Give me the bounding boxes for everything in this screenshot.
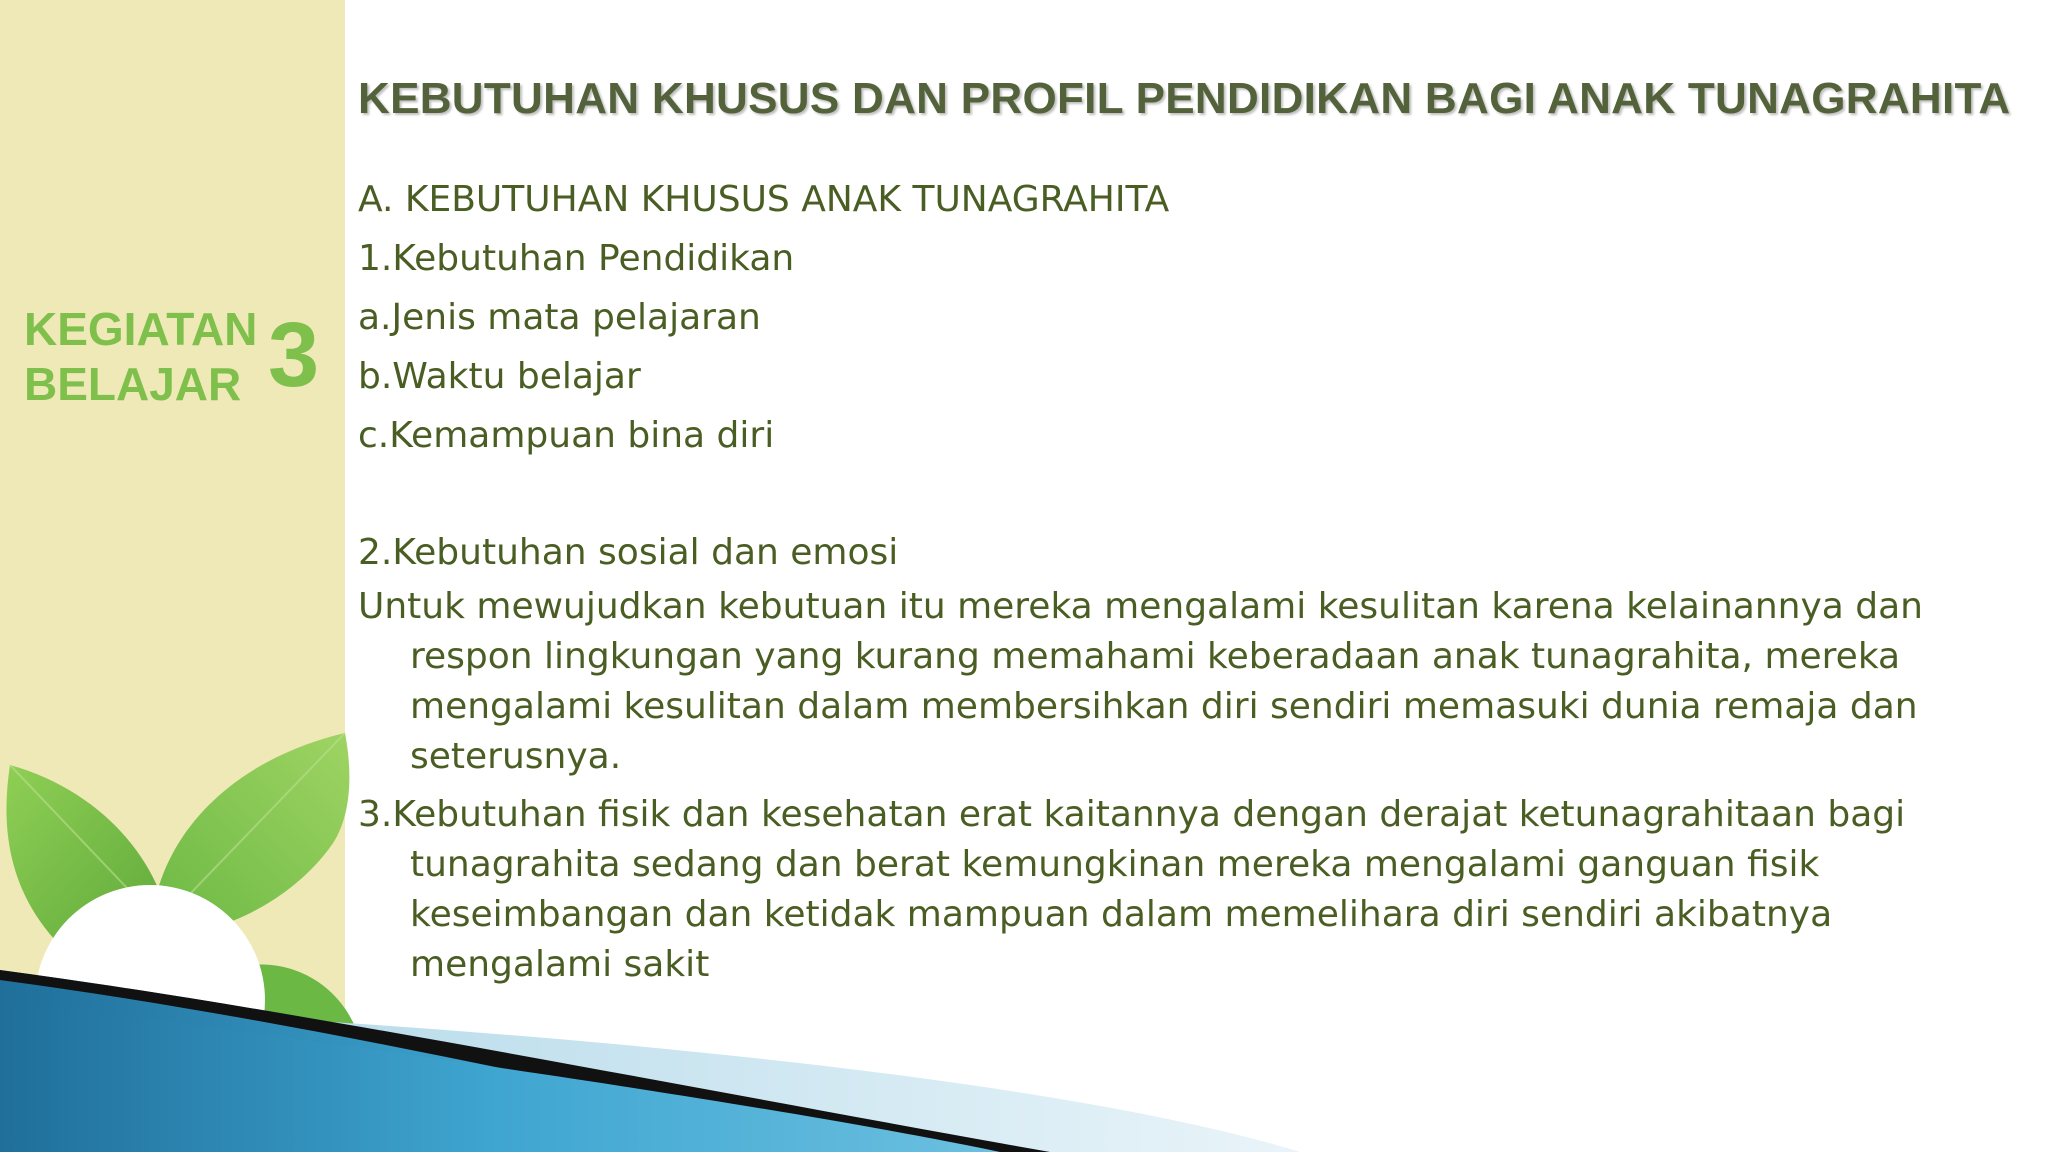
item-2-paragraph: Untuk mewujudkan kebutuan itu mereka mengalami kesulitan karena kelainannya dan respon lingkungan yang kurang memahami keberadaan anak tunagrahita, mereka mengalami kesulitan dalam membersihkan diri sendiri memasuki dunia remaja dan seterusnya. (358, 586, 1923, 777)
item-1: 1.Kebutuhan Pendidikan (358, 238, 795, 279)
section-label (24, 302, 257, 412)
item-2: 2.Kebutuhan sosial dan emosi (358, 532, 899, 573)
item-3-paragraph: 3.Kebutuhan fisik dan kesehatan erat kaitannya dengan derajat ketunagrahitaan bagi tunagrahita sedang dan berat kemungkinan mereka mengalami ganguan fisik keseimbangan dan ketidak mampuan dalam memelihara diri sendiri akibatnya mengalami sakit (358, 794, 1906, 985)
item-1c: c.Kemampuan bina diri (358, 415, 775, 456)
slide-title: KEBUTUHAN KHUSUS DAN PROFIL PENDIDIKAN BAGI ANAK TUNAGRAHITA (358, 74, 2011, 123)
item-1a: a.Jenis mata pelajaran (358, 297, 761, 338)
section-label-line2: BELAJAR (24, 358, 242, 410)
section-label-line1: KEGIATAN (24, 303, 258, 355)
item-1b: b.Waktu belajar (358, 356, 641, 397)
section-number: 3 (268, 304, 320, 406)
slide-content (358, 170, 1998, 998)
section-a-heading: A. KEBUTUHAN KHUSUS ANAK TUNAGRAHITA (358, 179, 1170, 220)
